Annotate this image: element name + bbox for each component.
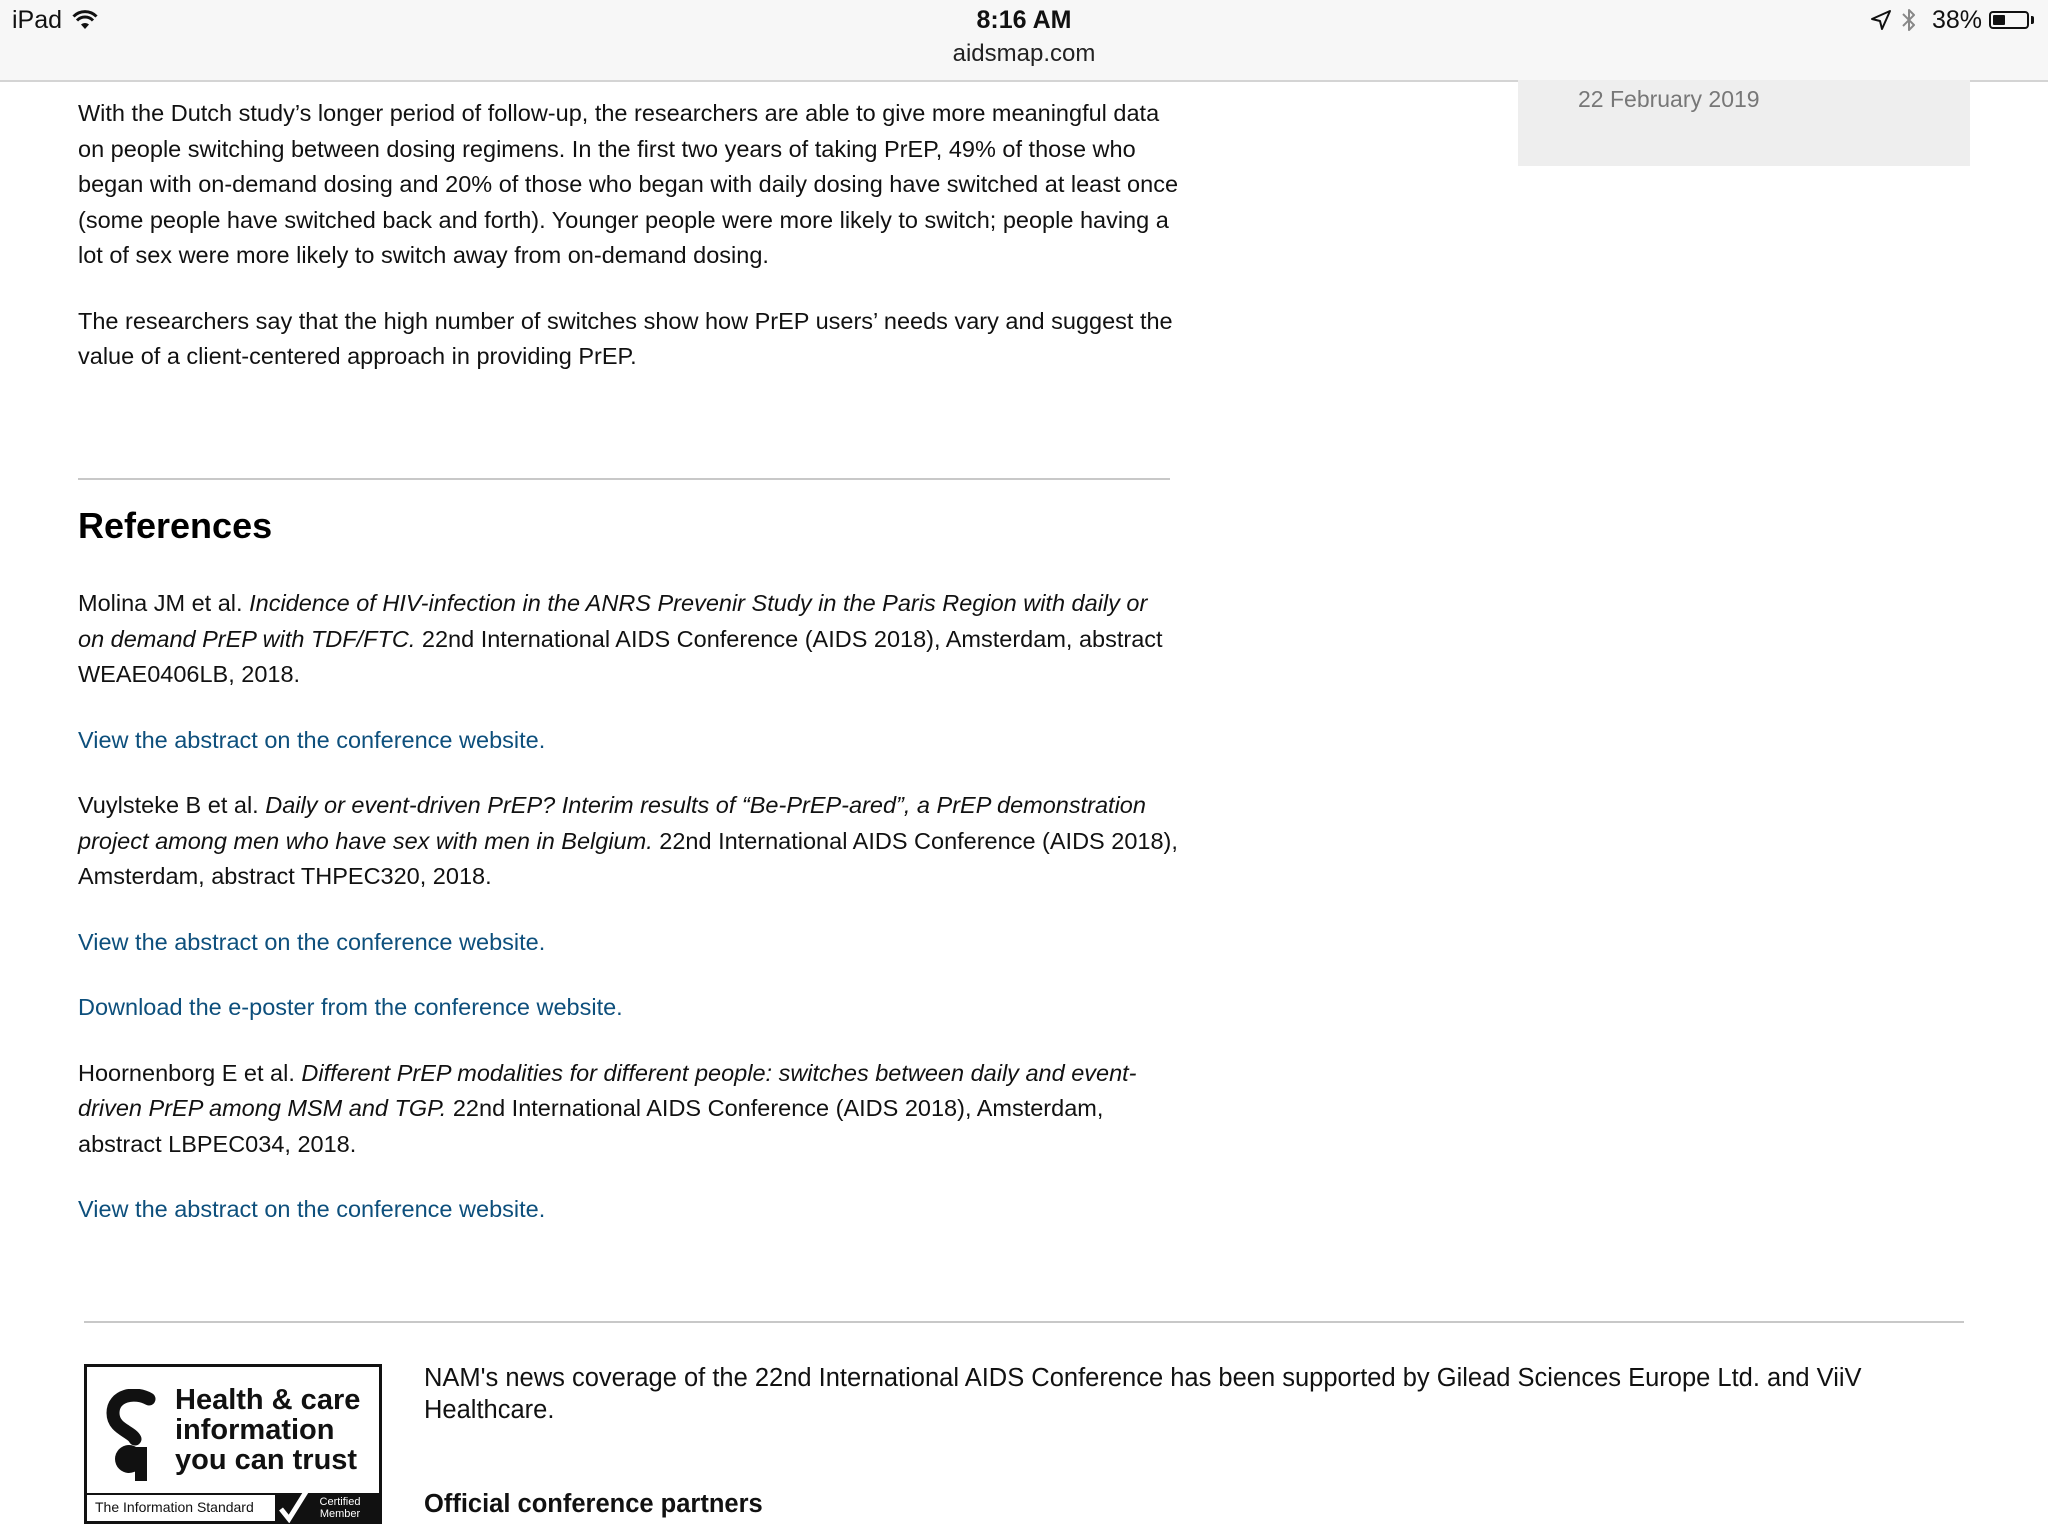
certified-member-badge xyxy=(275,1495,379,1523)
logo-tagline: Health & care information you can trust xyxy=(175,1384,361,1476)
reference-authors: Molina JM et al. xyxy=(78,590,243,616)
reference-details: 22nd International AIDS Conference (AIDS 2018), Amsterdam, abstract THPEC320, 2018. xyxy=(78,827,1178,889)
certified-member-label: Certified Member xyxy=(319,1496,361,1520)
reference-title: Incidence of HIV-infection in the ANRS Prevenir Study in the Paris Region with daily or on demand PrEP with TDF/FTC. xyxy=(78,590,1148,652)
bluetooth-icon xyxy=(1900,7,1918,33)
sidebar-panel xyxy=(1518,80,1970,166)
reference-citation xyxy=(78,586,1178,693)
information-standard-logo[interactable] xyxy=(84,1364,382,1524)
sidebar-date: 22 February 2019 xyxy=(1578,86,1760,112)
reference-authors: Hoornenborg E et al. xyxy=(78,1059,295,1086)
references-heading: References xyxy=(78,505,273,546)
logo-standard-label: The Information Standard xyxy=(95,1499,254,1515)
reference-details: 22nd International AIDS Conference (AIDS 2018), Amsterdam, abstract LBPEC034, 2018. xyxy=(78,1095,1104,1157)
view-abstract-link[interactable]: View the abstract on the conference website. xyxy=(78,726,546,753)
download-eposter-link[interactable]: Download the e-poster from the conference website. xyxy=(78,994,623,1020)
logo-strip xyxy=(87,1493,379,1523)
view-abstract-link[interactable]: View the abstract on the conference website. xyxy=(78,928,546,955)
battery-icon xyxy=(1989,11,2029,29)
footer-divider xyxy=(84,1321,1964,1323)
reference-title: Different PrEP modalities for different people: switches between daily and event-driven PrEP among MSM and TGP. xyxy=(78,1059,1137,1121)
battery-percent: 38% xyxy=(1932,6,1983,34)
status-bar xyxy=(0,0,2048,82)
device-name: iPad xyxy=(12,6,63,34)
references-list xyxy=(78,586,1178,1258)
official-partners-heading: Official conference partners xyxy=(424,1490,763,1518)
status-time: 8:16 AM xyxy=(976,6,1072,34)
section-divider xyxy=(78,478,1170,480)
address-bar-url[interactable]: aidsmap.com xyxy=(952,40,1096,67)
reference-authors: Vuylsteke B et al. xyxy=(78,792,259,818)
reference-citation xyxy=(78,788,1178,895)
reference-citation xyxy=(78,1056,1178,1163)
reference-details: 22nd International AIDS Conference (AIDS 2018), Amsterdam, abstract WEAE0406LB, 2018. xyxy=(78,625,1163,687)
information-standard-mark-icon xyxy=(105,1389,161,1489)
article-paragraph: The researchers say that the high number of switches show how PrEP users’ needs vary and suggest the value of a client-centered approach in providing PrEP. xyxy=(78,307,1173,369)
article-body xyxy=(78,96,1178,405)
reference-title: Daily or event-driven PrEP? Interim results of “Be-PrEP-ared”, a PrEP demonstration project among men who have sex with men in Belgium. xyxy=(78,792,1146,854)
sponsor-statement: NAM's news coverage of the 22nd International AIDS Conference has been supported by Gilead Sciences Europe Ltd. and ViiV Healthcare. xyxy=(424,1364,1862,1424)
battery-cap xyxy=(2031,16,2034,24)
view-abstract-link[interactable]: View the abstract on the conference website. xyxy=(78,1196,546,1222)
battery-level-fill xyxy=(1993,15,2005,25)
article-paragraph: With the Dutch study’s longer period of follow-up, the researchers are able to give more meaningful data on people switching between dosing regimens. In the first two years of taking PrEP, 49% of those who began with on-demand dosing and 20% of those who began with daily dosing have switched at least once (some people have switched back and forth). Younger people were more likely to switch; people having a lot of sex were more likely to switch away from on-demand dosing. xyxy=(78,100,1179,268)
location-arrow-icon xyxy=(1870,9,1892,31)
